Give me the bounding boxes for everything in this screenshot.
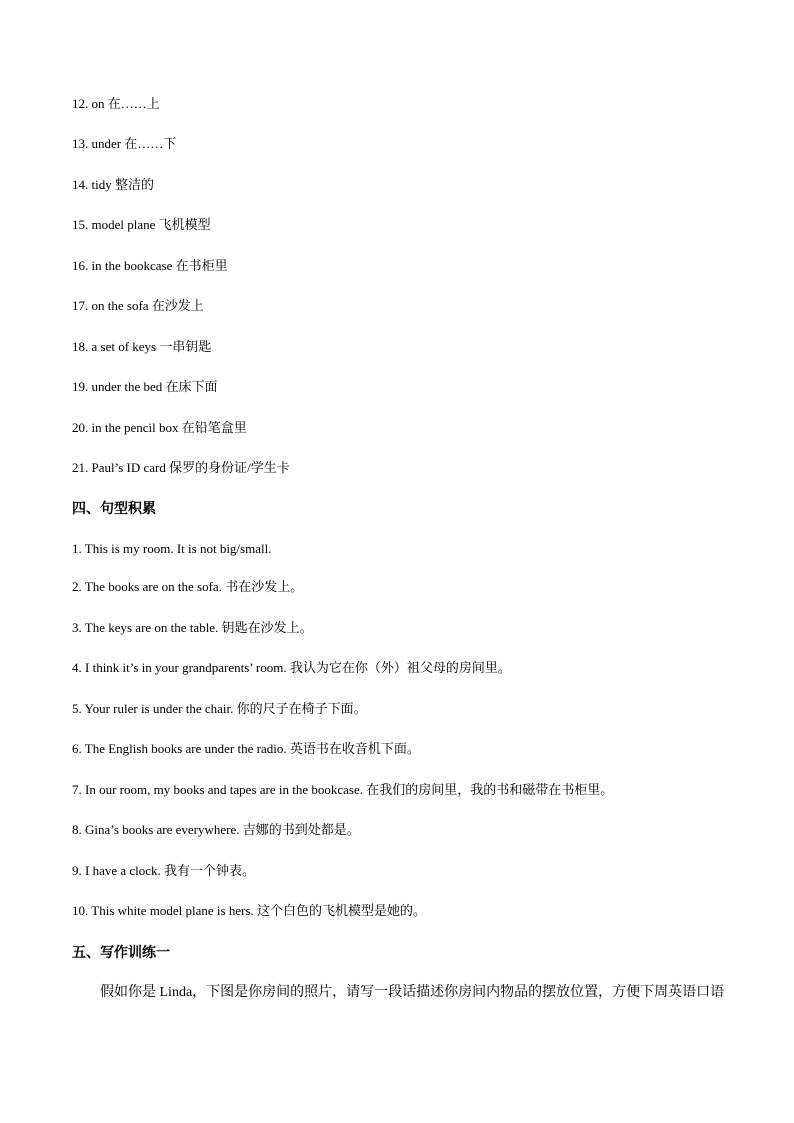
section-heading-sentences: 四、句型积累 xyxy=(72,501,156,517)
sentence-item: 9. I have a clock. 我有一个钟表。 xyxy=(72,863,256,878)
vocab-item: 12. on 在……上 xyxy=(72,96,160,111)
sentence-item: 1. This is my room. It is not big/small. xyxy=(72,541,272,556)
section-heading-writing: 五、写作训练一 xyxy=(72,945,170,961)
writing-prompt: 假如你是 Linda，下图是你房间的照片，请写一段话描述你房间内物品的摆放位置，方便下周英语口语 xyxy=(100,985,725,1000)
vocab-item: 19. under the bed 在床下面 xyxy=(72,379,218,394)
vocab-item: 13. under 在……下 xyxy=(72,136,177,151)
sentence-item: 5. Your ruler is under the chair. 你的尺子在椅子下面。 xyxy=(72,701,367,716)
sentence-item: 8. Gina’s books are everywhere. 吉娜的书到处都是。 xyxy=(72,822,360,837)
vocab-item: 16. in the bookcase 在书柜里 xyxy=(72,258,228,273)
vocab-item: 17. on the sofa 在沙发上 xyxy=(72,298,204,313)
vocab-item: 21. Paul’s ID card 保罗的身份证/学生卡 xyxy=(72,460,290,475)
sentence-item: 4. I think it’s in your grandparents’ room. 我认为它在你（外）祖父母的房间里。 xyxy=(72,660,511,675)
vocab-item: 15. model plane 飞机模型 xyxy=(72,217,211,232)
sentence-item: 6. The English books are under the radio. 英语书在收音机下面。 xyxy=(72,741,420,756)
vocab-item: 18. a set of keys 一串钥匙 xyxy=(72,339,212,354)
vocab-item: 14. tidy 整洁的 xyxy=(72,177,154,192)
vocab-item: 20. in the pencil box 在铅笔盒里 xyxy=(72,420,247,435)
sentence-item: 2. The books are on the sofa. 书在沙发上。 xyxy=(72,579,304,594)
sentence-item: 10. This white model plane is hers. 这个白色的飞机模型是她的。 xyxy=(72,903,426,918)
sentence-item: 7. In our room, my books and tapes are in the bookcase. 在我们的房间里，我的书和磁带在书柜里。 xyxy=(72,782,614,797)
sentence-item: 3. The keys are on the table. 钥匙在沙发上。 xyxy=(72,620,313,635)
